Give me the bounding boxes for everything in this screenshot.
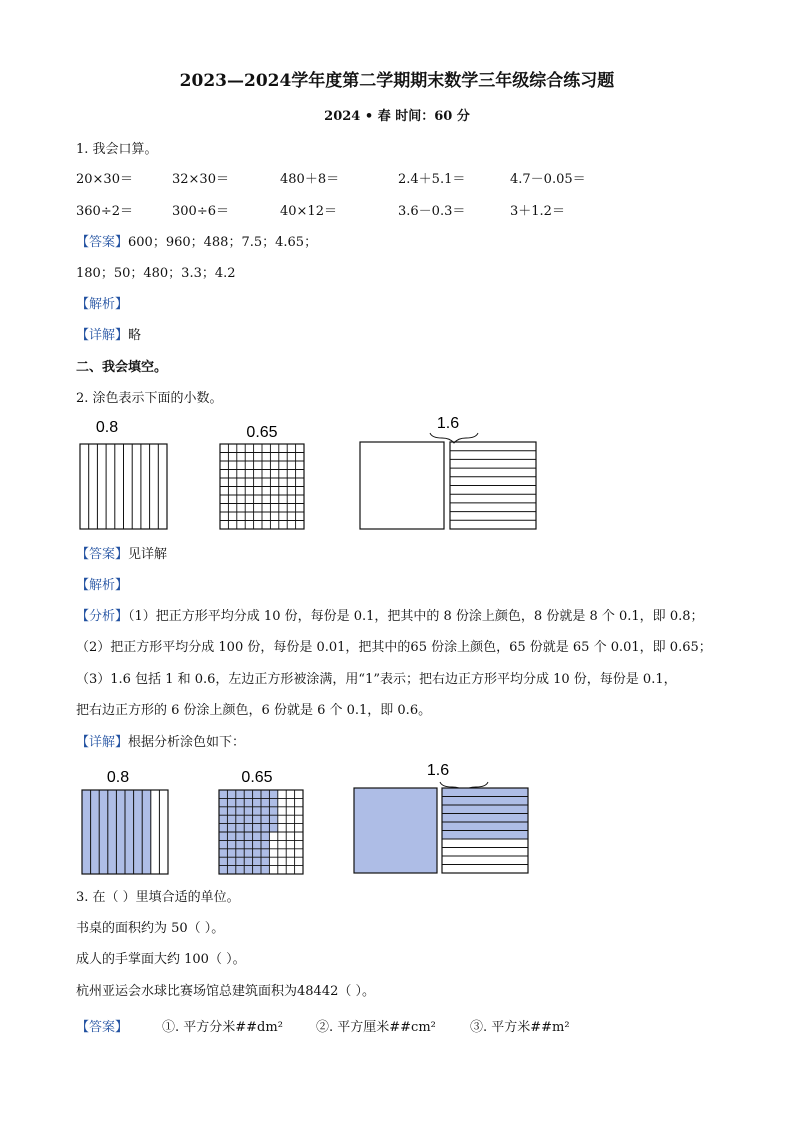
shaded-cell xyxy=(219,790,227,798)
shaded-cell xyxy=(227,824,235,832)
q1-r2-c1: 360÷2＝ xyxy=(76,204,133,219)
shaded-cell xyxy=(227,807,235,815)
q1-answer-line2: 180；50；480；3.3；4.2 xyxy=(76,266,236,281)
shaded-cell xyxy=(261,849,269,857)
q2-answer-text: 见详解 xyxy=(128,547,168,562)
q2-detail-text: 根据分析涂色如下： xyxy=(128,735,246,750)
shaded-cell xyxy=(244,815,252,823)
q2-line1: （1）把正方形平均分成 10 份，每份是 0.1，把其中的 8 份涂上颜色，8 份就是 8 个 0.1，即 0.8； xyxy=(128,609,704,624)
shaded-cell xyxy=(236,857,244,865)
q3-line1: 书桌的面积约为 50（ ）。 xyxy=(76,921,225,936)
shaded-cell xyxy=(227,840,235,848)
shaded-cell xyxy=(269,815,277,823)
shaded-cell xyxy=(261,866,269,874)
shaded-cell xyxy=(244,849,252,857)
q3-answer-1: ①. 平方分米##dm² xyxy=(162,1020,283,1035)
q1-r2-c2: 300÷6＝ xyxy=(172,204,229,219)
shaded-cell xyxy=(442,822,528,831)
shaded-cell xyxy=(261,798,269,806)
shaded-cell xyxy=(142,790,151,874)
q2-line4: 把右边正方形的 6 份涂上颜色，6 份就是 6 个 0.1，即 0.6。 xyxy=(76,703,432,718)
q3-answer-3: ③. 平方米##m² xyxy=(470,1020,570,1035)
shaded-cell xyxy=(442,805,528,814)
q3-line2: 成人的手掌面大约 100（ ）。 xyxy=(76,952,246,967)
q2-shaded-figures xyxy=(74,756,544,878)
shaded-cell xyxy=(261,840,269,848)
shaded-cell xyxy=(227,866,235,874)
shaded-cell xyxy=(227,857,235,865)
q1-detail-key: 【详解】 xyxy=(76,328,129,343)
shaded-cell xyxy=(116,790,125,874)
q2-shaded-label-08: 0.8 xyxy=(106,769,130,786)
shaded-cell xyxy=(244,807,252,815)
q1-r1-c3: 480＋8＝ xyxy=(280,172,340,187)
q2-line3: （3）1.6 包括 1 和 0.6，左边正方形被涂满，用“1”表示；把右边正方形平均分成 10 份，每份是 0.1， xyxy=(76,672,677,687)
shaded-whole-square xyxy=(354,788,437,873)
shaded-cell xyxy=(227,815,235,823)
shaded-cell xyxy=(219,866,227,874)
shaded-cell xyxy=(442,788,528,797)
shaded-cell xyxy=(219,840,227,848)
shaded-cell xyxy=(253,840,261,848)
shaded-cell xyxy=(269,798,277,806)
shaded-cell xyxy=(219,849,227,857)
q1-r2-c4: 3.6－0.3＝ xyxy=(398,204,466,219)
q1-r2-c3: 40×12＝ xyxy=(280,204,337,219)
q2-shaded-label-16: 1.6 xyxy=(426,762,450,779)
q2-label-065: 0.65 xyxy=(246,424,278,441)
shaded-cell xyxy=(244,857,252,865)
shaded-cell xyxy=(236,849,244,857)
q2-blank-figures xyxy=(70,410,560,535)
q1-heading: 1. 我会口算。 xyxy=(76,142,158,157)
shaded-hundredths-grid xyxy=(219,790,303,874)
q2-shaded-label-065: 0.65 xyxy=(241,769,273,786)
shaded-cell xyxy=(91,790,100,874)
q1-r1-c1: 20×30＝ xyxy=(76,172,133,187)
shaded-cell xyxy=(253,849,261,857)
shaded-cell xyxy=(244,824,252,832)
shaded-cell xyxy=(253,807,261,815)
shaded-cell xyxy=(134,790,143,874)
shaded-tenths-grid xyxy=(82,790,168,874)
shaded-cell xyxy=(244,798,252,806)
page-subtitle: 2024 • 春 时间：60 分 xyxy=(324,109,470,124)
shaded-cell xyxy=(253,824,261,832)
q2-fenxi-line1 xyxy=(76,605,704,624)
section-2-heading: 二、我会填空。 xyxy=(76,360,168,375)
shaded-cell xyxy=(244,866,252,874)
q1-detail xyxy=(76,324,141,343)
shaded-cell xyxy=(244,832,252,840)
shaded-cell xyxy=(253,866,261,874)
shaded-cell xyxy=(261,832,269,840)
q1-detail-text: 略 xyxy=(128,328,142,343)
shaded-cell xyxy=(227,798,235,806)
shaded-cell xyxy=(253,798,261,806)
q1-answer xyxy=(76,231,317,250)
tenths-grid xyxy=(80,444,167,529)
q2-detail xyxy=(76,731,245,750)
shaded-cell xyxy=(442,831,528,840)
shaded-cell xyxy=(244,840,252,848)
shaded-cell xyxy=(261,824,269,832)
shaded-cell xyxy=(219,832,227,840)
q1-r2-c5: 3＋1.2＝ xyxy=(510,204,565,219)
shaded-cell xyxy=(236,807,244,815)
q3-line3: 杭州亚运会水球比赛场馆总建筑面积为48442（ ）。 xyxy=(76,984,375,999)
q2-fenxi-key: 【分析】 xyxy=(76,609,129,624)
q3-answer-2: ②. 平方厘米##cm² xyxy=(316,1020,436,1035)
shaded-cell xyxy=(219,824,227,832)
q2-analysis-key: 【解析】 xyxy=(76,578,129,593)
shaded-cell xyxy=(261,790,269,798)
q3-heading: 3. 在（ ）里填合适的单位。 xyxy=(76,890,240,905)
shaded-cell xyxy=(227,849,235,857)
q2-answer-key: 【答案】 xyxy=(76,547,129,562)
shaded-cell xyxy=(261,815,269,823)
shaded-horizontal-tenths-grid xyxy=(442,788,528,873)
page-title: 2023—2024学年度第二学期期末数学三年级综合练习题 xyxy=(179,71,615,91)
q1-analysis-key: 【解析】 xyxy=(76,297,129,312)
shaded-cell xyxy=(219,815,227,823)
q3-answer-key: 【答案】 xyxy=(76,1020,129,1035)
q2-heading: 2. 涂色表示下面的小数。 xyxy=(76,391,223,406)
shaded-cell xyxy=(244,790,252,798)
shaded-cell xyxy=(236,798,244,806)
shaded-cell xyxy=(442,797,528,806)
shaded-cell xyxy=(125,790,134,874)
q1-r1-c2: 32×30＝ xyxy=(172,172,229,187)
shaded-cell xyxy=(261,807,269,815)
shaded-cell xyxy=(227,832,235,840)
shaded-cell xyxy=(236,832,244,840)
q2-answer xyxy=(76,543,167,562)
q1-r1-c4: 2.4＋5.1＝ xyxy=(398,172,466,187)
shaded-cell xyxy=(108,790,117,874)
horizontal-tenths-grid xyxy=(450,442,536,529)
shaded-cell xyxy=(219,807,227,815)
shaded-cell xyxy=(253,832,261,840)
shaded-cell xyxy=(236,815,244,823)
hundredths-grid xyxy=(220,444,304,529)
q1-r1-c5: 4.7－0.05＝ xyxy=(510,172,586,187)
shaded-cell xyxy=(236,840,244,848)
shaded-cell xyxy=(219,798,227,806)
shaded-cell xyxy=(261,857,269,865)
q2-line2: （2）把正方形平均分成 100 份，每份是 0.01，把其中的65 份涂上颜色，65 份就是 65 个 0.01，即 0.65； xyxy=(76,640,712,655)
q1-answer-key: 【答案】 xyxy=(76,235,129,250)
shaded-cell xyxy=(236,866,244,874)
q2-label-16: 1.6 xyxy=(436,415,460,432)
shaded-cell xyxy=(236,824,244,832)
shaded-cell xyxy=(442,814,528,823)
whole-square xyxy=(360,442,444,529)
q1-answer-line1: 600；960；488；7.5；4.65； xyxy=(128,235,318,250)
shaded-cell xyxy=(99,790,108,874)
shaded-cell xyxy=(253,857,261,865)
q2-label-08: 0.8 xyxy=(95,419,119,436)
shaded-cell xyxy=(219,857,227,865)
shaded-cell xyxy=(227,790,235,798)
shaded-cell xyxy=(269,790,277,798)
shaded-cell xyxy=(236,790,244,798)
shaded-cell xyxy=(269,807,277,815)
shaded-cell xyxy=(253,790,261,798)
q2-detail-key: 【详解】 xyxy=(76,735,129,750)
shaded-cell xyxy=(253,815,261,823)
shaded-cell xyxy=(82,790,91,874)
shaded-cell xyxy=(269,824,277,832)
